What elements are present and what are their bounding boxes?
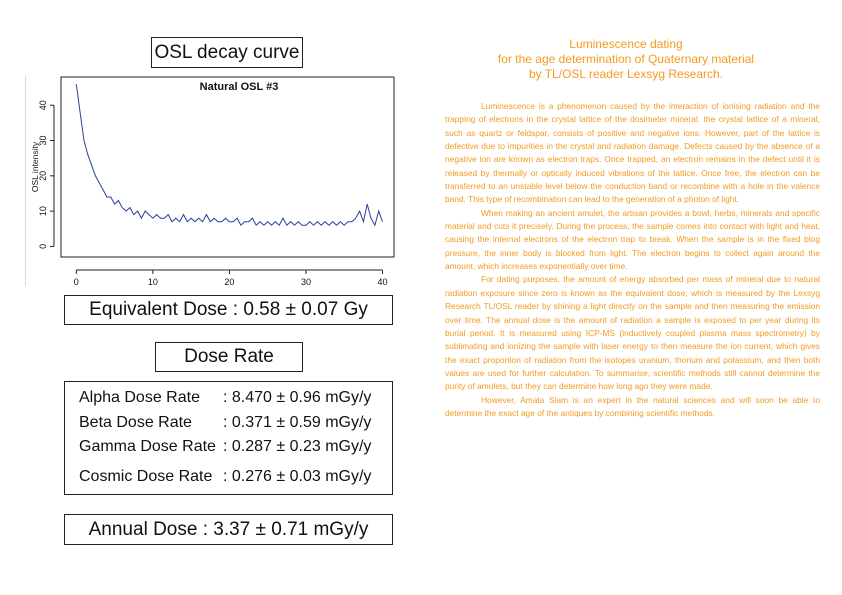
y-tick-label: 10	[38, 206, 48, 217]
x-tick-label: 0	[73, 277, 79, 287]
y-tick-label: 20	[38, 170, 48, 181]
rate-label: Cosmic Dose Rate	[79, 468, 213, 485]
y-tick-label: 40	[38, 100, 48, 111]
document-body	[445, 100, 820, 420]
equivalent-dose-text: Equivalent Dose : 0.58 ± 0.07 Gy	[89, 299, 368, 320]
rate-label: Gamma Dose Rate	[79, 438, 216, 455]
plot-title: Natural OSL #3	[199, 81, 279, 93]
rate-row-alpha	[79, 389, 371, 407]
rate-value: : 0.371 ± 0.59 mGy/y	[223, 414, 372, 431]
plot-frame	[61, 77, 394, 257]
equivalent-dose-box	[64, 295, 393, 325]
y-tick-label: 30	[38, 135, 48, 146]
axis-ticks	[38, 100, 388, 287]
title-line: by TL/OSL reader Lexsyg Research.	[528, 67, 724, 81]
dose-rates-box	[64, 381, 393, 495]
paragraph: However, Amata Siam is an expert in the natural sciences and will soon be able to determine the exact age of the antiques by combining scientific methods.	[445, 394, 820, 418]
title-line: for the age determination of Quaternary material	[497, 52, 755, 66]
chart-section-title: OSL decay curve	[154, 42, 300, 63]
rate-label: Beta Dose Rate	[79, 414, 192, 431]
y-tick-label: 0	[38, 243, 48, 249]
rate-label: Alpha Dose Rate	[79, 389, 200, 406]
title-line: Luminescence dating	[569, 37, 683, 51]
paragraph: For dating purposes, the amount of energy absorbed per mass of mineral due to natural radiation exposure since zero is known as the equivalent dose, which is measured by the Lexsyg Research TL/OSL reader by shining a light directly on the sample and then measuring the emission over time. The annual dose is the amount of radiation a sample is exposed to per year during its burial period. It is measured using ICP-MS (inductively coupled plasma mass spectrometry) by sublimating and ionizing the sample with laser energy to then measure the ion current, which gives the exact proportion of radiation from the isotopes uranium, thorium and potassium, and then both values are used for further calculation. To summarise, scientific methods still cannot determine the purity of amulets, but they can determine how long ago they were made.	[445, 274, 820, 392]
rate-value: : 0.287 ± 0.23 mGy/y	[223, 438, 372, 455]
y-axis-label: OSL intensity	[30, 141, 40, 193]
x-tick-label: 40	[377, 277, 388, 287]
rate-row-beta	[79, 414, 371, 432]
chart-title-box	[151, 37, 303, 68]
x-tick-label: 20	[224, 277, 235, 287]
document-title	[476, 37, 776, 82]
rate-row-cosmic	[79, 468, 371, 486]
osl-series-line	[76, 84, 382, 225]
rate-row-gamma	[79, 438, 371, 456]
annual-dose-box	[64, 514, 393, 545]
paragraph: Luminescence is a phenomenon caused by the interaction of ionising radiation and the trapping of electrons in the crystal lattice of the dosimeter mineral. the crystal lattice of a mineral, such as quartz or feldspar, consists of positive and negative ions. However, part of the lattice is defective due to impurities in the crystal and radiation damage. Defects caused by the absence of a negative ion are known as electron traps. Once trapped, an electron remains in the defect until it is released by thermally or optically induced vibrations of the lattice. Once free, the electron can be transferred to an unstable level below the conduction band or recombine with a hole in the valence band. This type of recombination can lead to the generation of a photon of light.	[445, 101, 820, 205]
dose-rate-heading: Dose Rate	[184, 346, 274, 367]
x-tick-label: 10	[147, 277, 158, 287]
annual-dose-text: Annual Dose : 3.37 ± 0.71 mGy/y	[88, 519, 369, 540]
paragraph: When making an ancient amulet, the artisan provides a bowl, herbs, minerals and specific material and cuts it precisely. During the process, the sample comes into contact with light and heat, causing the internal electrons of the electron trap to break. When the sample is in the fixed blog pressure, the inner body is blocked from light. The electron begins to collect again around the amount, which increases exponentially over time.	[445, 207, 820, 272]
rate-value: : 8.470 ± 0.96 mGy/y	[223, 389, 372, 406]
osl-decay-chart	[26, 75, 404, 293]
dose-rate-heading-box	[155, 342, 303, 372]
x-tick-label: 30	[300, 277, 311, 287]
rate-value: : 0.276 ± 0.03 mGy/y	[223, 468, 372, 485]
